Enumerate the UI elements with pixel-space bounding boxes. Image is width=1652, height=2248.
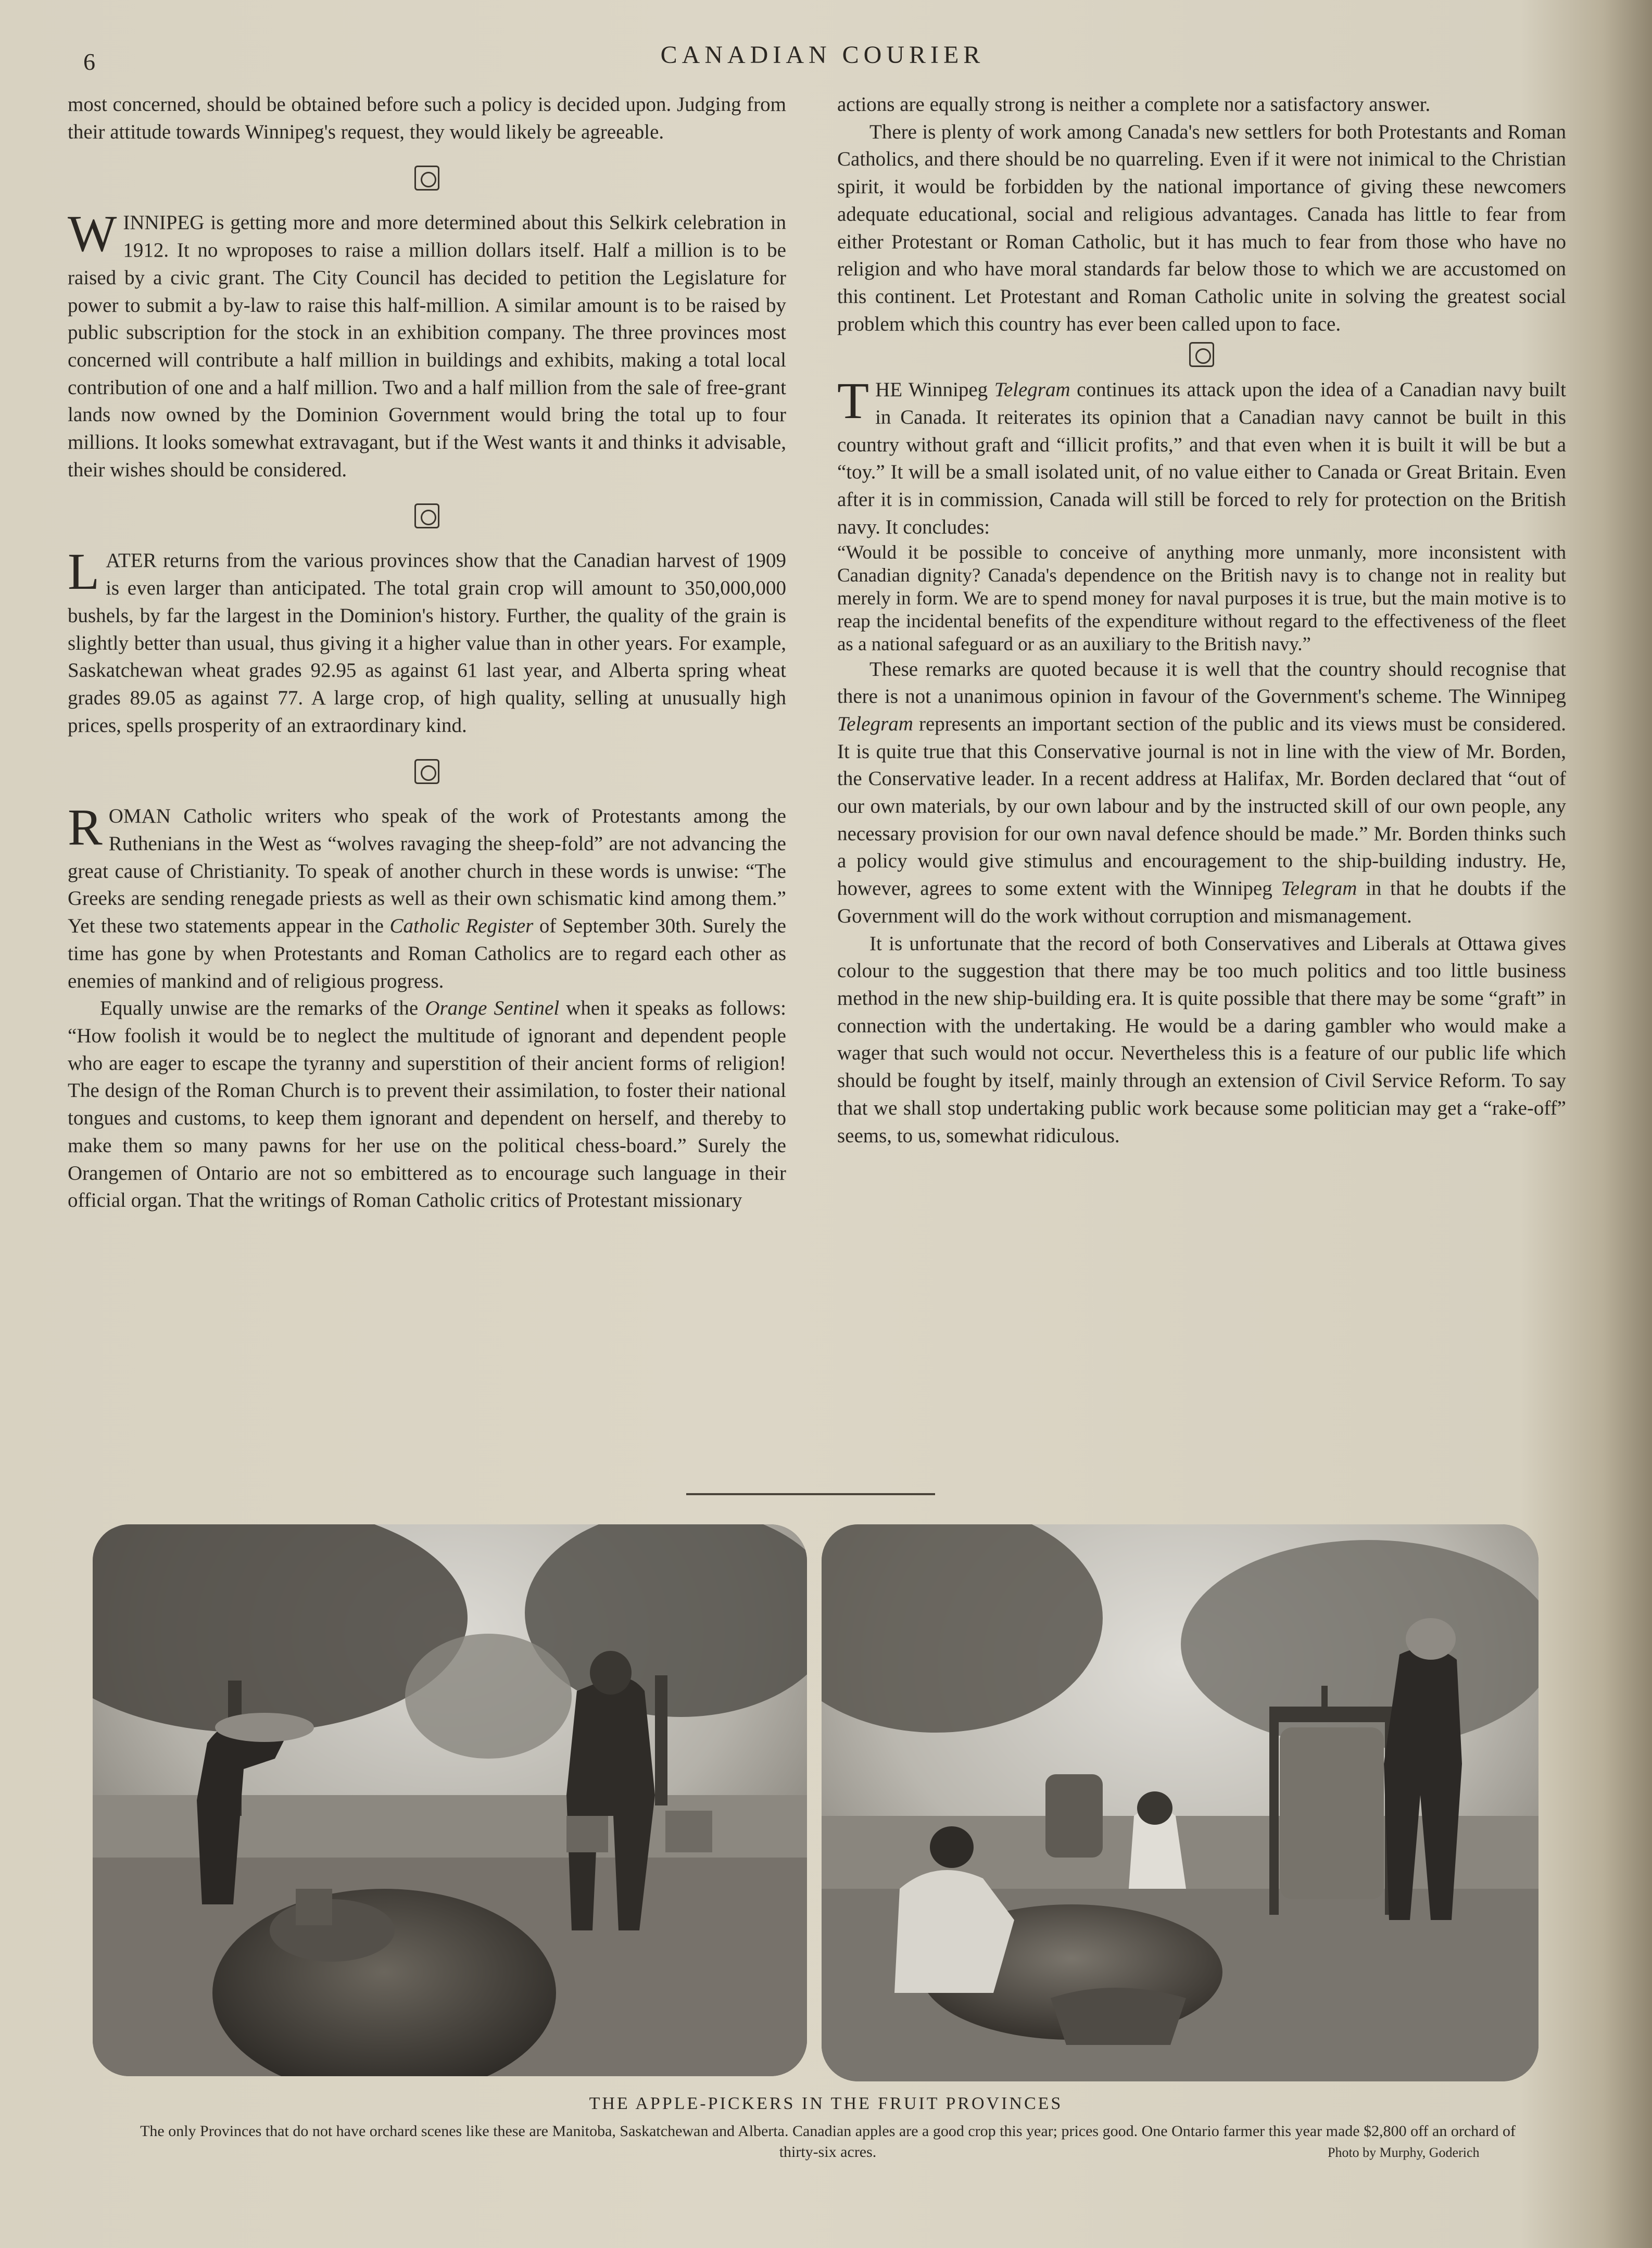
left-column <box>68 91 786 1215</box>
dropcap-t: T <box>837 372 869 430</box>
unfortunate-paragraph: It is unfortunate that the record of both Conservatives and Liberals at Ottawa gives colour to the suggestion that there may be too much politics and too little business method in the new ship-building era. It is quite possible that there may be some “graft” in connection with the undertaking. He would be a daring gambler who would make a wager that such would not occur. Nevertheless this is a feature of our public life which should be fought by itself, mainly through an extension of Civil Service Reform. To say that we shall stop undertaking public work because some politician may get a “rake-off” seems, to us, somewhat ridiculous. <box>837 932 1566 1147</box>
intro-paragraph: most concerned, should be obtained before such a policy is decided upon. Judging from their attitude towards Winnipeg's request, they would likely be agreeable. <box>68 93 786 143</box>
photo-caption-title: THE APPLE-PICKERS IN THE FRUIT PROVINCES <box>589 2094 1063 2113</box>
paragraph-body: Winnipeg <box>902 378 994 401</box>
section-ornament-icon <box>1189 342 1214 367</box>
section-ornament-icon <box>414 759 439 784</box>
lead-word: INNIPEG <box>123 211 205 234</box>
orange-paragraph <box>68 995 786 1215</box>
paragraph-body: in that he doubts if the Government will do the work without corruption and mismanagement. <box>837 877 1566 927</box>
paragraph-body: continues its attack upon the idea of a Canadian navy built in Canada. It reiterates its opinion that a Canadian navy cannot be built in this country without graft and “illicit profits,” and that even when it is built it will be but a “toy.” It will be a small isolated unit, of no value either to Canada or Great Britain. Even after it is in commission, Canada will still be forced to rely for protection on the British navy. It concludes: <box>837 378 1566 538</box>
remarks-paragraph <box>837 656 1566 930</box>
paragraph-body: Catholic writers who speak of the work of Protestants among the Ruthenians in the West as “wolves ravaging the sheep-fold” are not advancing the great cause of Christianity. To speak of another church in these words is unwise: “The Greeks are sending renegade priests as well as their own schismatic kind among them.” Yet these two statements appear in the <box>68 805 786 938</box>
paragraph-body: of September 30th. Surely the time has gone by when Protestants and Roman Catholics are to regard each other as enemies of mankind and of religious progress. <box>68 915 786 992</box>
dropcap-w: W <box>68 205 117 263</box>
paragraph-body: when it speaks as follows: “How foolish it would be to neglect the multitude of ignorant and dependent people who are eager to escape the tyranny and superstition of their ancient forms of religion! The design of the Roman Church is to prevent their assimilation, to foster their national tongues and customs, to keep them ignorant and dependent on herself, and thereby to make them so many pawns for her use on the political chess-board.” Surely the Orangemen of Ontario are not so embittered as to encourage such language in their official organ. That the writings of Roman Catholic critics of Protestant missionary <box>68 997 786 1212</box>
paragraph-body: These remarks are quoted because it is well that the country should recognise that there is not a unanimous opinion in favour of the Government's scheme. The Winnipeg <box>837 658 1566 708</box>
publication-title: Telegram <box>837 712 913 735</box>
section-ornament-icon <box>414 503 439 528</box>
publication-title: Orange Sentinel <box>425 997 560 1020</box>
orchard-photo-illustration <box>93 1524 807 2076</box>
photo-caption-body: The only Provinces that do not have orchard scenes like these are Manitoba, Saskatchewan and Alberta. Canadian apples are a good crop this year; prices good. One Ontario farmer this year made $2,800 off an orchard of thirty-six acres. <box>140 2123 1516 2161</box>
dropcap-r: R <box>68 798 103 856</box>
lead-word: ATER <box>106 549 157 572</box>
roman-paragraph <box>68 798 786 995</box>
right-column <box>837 91 1566 1150</box>
page-number: 6 <box>83 48 96 75</box>
photo-credit: Photo by Murphy, Goderich <box>1328 2145 1480 2160</box>
section-divider <box>686 1493 935 1495</box>
publication-title: Catholic Register <box>389 915 534 938</box>
section-ornament-icon <box>414 166 439 191</box>
block-quote: “Would it be possible to conceive of anything more unmanly, more inconsistent with Canadian dignity? Canada's dependence on the British navy is to change not in reality but merely in form. We are to spend money for naval purposes it is true, but the main motive is to reap the incidental benefits of the expenditure without regard to the effectiveness of the fleet as a national safeguard or as an auxiliary to the British navy.” <box>837 541 1566 655</box>
lead-word: HE <box>875 378 903 401</box>
paragraph-body: represents an important section of the public and its views must be considered. It is quite true that this Conservative journal is not in line with the view of Mr. Borden, the Conservative leader. In a recent address at Halifax, Mr. Borden declared that “out of our own materials, by our own labour and by the instructed skill of our own people, any necessary provision for our own naval defence should be made.” Mr. Borden thinks such a policy would give stimulus and encouragement to the ship-building industry. He, however, agrees to some extent with the Winnipeg <box>837 712 1566 900</box>
settlers-paragraph: There is plenty of work among Canada's new settlers for both Protestants and Roman Catholics, and there should be no quarreling. Even if it were not inimical to the Christian spirit, it would be forbidden by the national importance of giving these newcomers adequate educational, social and religious advantages. Canada has little to fear from either Protestant or Roman Catholic, but it has much to fear from those who have no religion and who have moral standards far below those to which we are accustomed on this continent. Let Protestant and Roman Catholic unite in solving the greatest social problem which this country has ever been called upon to face. <box>837 120 1566 335</box>
publication-title: Telegram <box>994 378 1070 401</box>
lead-word: OMAN <box>108 805 171 828</box>
later-paragraph <box>68 542 786 739</box>
publication-title: Telegram <box>1281 877 1357 900</box>
photo-apple-pickers-right <box>822 1524 1538 2081</box>
orchard-photo-illustration <box>822 1524 1538 2081</box>
paragraph-body: returns from the various provinces show that the Canadian harvest of 1909 is even larger than anticipated. The total grain crop will amount to 350,000,000 bushels, by far the largest in the Dominion's history. Further, the quality of the grain is slightly better than usual, thus giving it a higher value than in other years. For example, Saskatchewan wheat grades 92.95 as against 61 last year, and Alberta spring wheat grades 89.05 as against 77. A large crop, of high quality, selling at unusually high prices, spells prosperity of an extraordinary kind. <box>68 549 786 737</box>
winnipeg-paragraph <box>68 205 786 484</box>
paragraph-body: Equally unwise are the remarks of the <box>100 997 425 1020</box>
telegram-paragraph <box>837 372 1566 541</box>
running-head: CANADIAN COURIER <box>660 41 985 69</box>
paragraph-body: is getting more and more determined about this Selkirk celebration in 1912. It no wproposes to raise a million dollars itself. Half a million is to be raised by a civic grant. The City Council has decided to petition the Legislature for power to submit a by-law to raise this half-million. A similar amount is to be raised by public subscription for the stock in an exhibition company. The three provinces most concerned will contribute a half million in buildings and exhibits, making a total local contribution of one and a half million. Two and a half million from the sale of free-grant lands now owned by the Dominion Government would bring the total up to four millions. It looks somewhat extravagant, but if the West wants it and thinks it advisable, their wishes should be considered. <box>68 211 786 481</box>
continuation-paragraph: actions are equally strong is neither a complete nor a satisfactory answer. <box>837 93 1431 116</box>
photo-apple-pickers-left <box>93 1524 807 2076</box>
dropcap-l: L <box>68 542 100 601</box>
